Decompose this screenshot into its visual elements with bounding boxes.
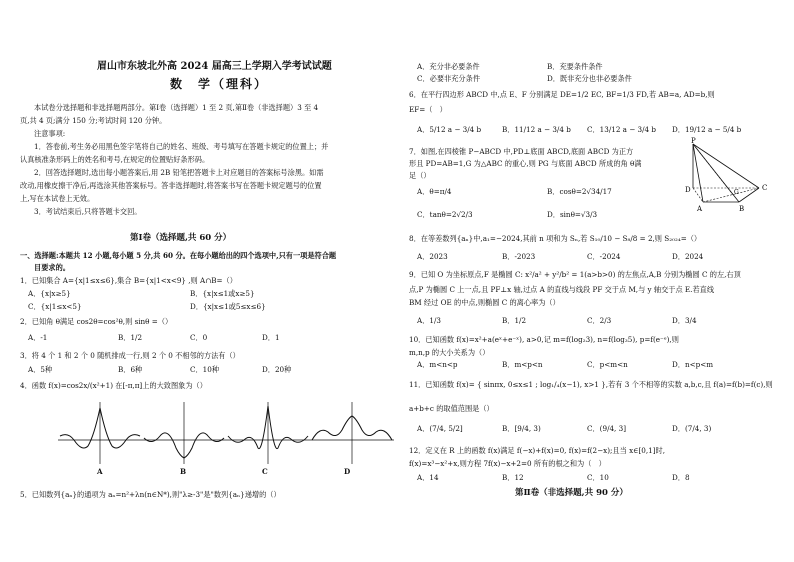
option-c: C．(9/4, 3] xyxy=(587,424,627,433)
option-c: C．0 xyxy=(190,333,208,342)
option-c: C．{x|1≤x<5} xyxy=(28,302,82,311)
option-b: B．充要条件条件 xyxy=(547,62,603,71)
exam-title: 眉山市东坡北外高 2024 届高三上学期入学考试试题 xyxy=(97,61,332,72)
question-1-stem: 1．已知集合 A={x|1≤x≤6},集合 B={x|1<x<9} ,则 A∩B=（） xyxy=(20,276,237,285)
option-b: B．cosθ=2√34/17 xyxy=(547,187,612,196)
option-d: D．n<p<m xyxy=(672,360,714,369)
option-c: C．13/12 a − 3/4 b xyxy=(587,125,657,134)
part1-heading: 第Ⅰ卷（选择题,共 60 分） xyxy=(130,233,232,243)
option-b: B．{x|x≤1或x≥5} xyxy=(190,289,255,298)
vertex-label: A xyxy=(697,205,703,213)
option-d: D．19/12 a − 5/4 b xyxy=(672,125,742,134)
option-a: A．-1 xyxy=(28,333,48,342)
graph-option-b xyxy=(142,396,226,472)
option-a: A．2023 xyxy=(417,252,448,261)
question-6-stem: 6．在平行四边形 ABCD 中,点 E、F 分别满足 DE=1/2 EC, BF=1/3 FD,若 AB=a, AD=b,则 xyxy=(409,90,715,99)
graph-label: B xyxy=(180,467,187,476)
question-5-stem: 5．已知数列{aₙ}的通项为 aₙ=n²+λn(n∈N*),则"λ≥-3"是"数列{aₙ}递增的（） xyxy=(20,490,281,499)
graph-option-a xyxy=(58,396,142,472)
question-10-stem: m,n,p 的大小关系为（） xyxy=(409,348,490,357)
graph-option-c xyxy=(226,396,310,472)
vertex-label: D xyxy=(685,186,691,194)
option-b: B．11/12 a − 3/4 b xyxy=(502,125,571,134)
vertex-label: C xyxy=(762,184,768,192)
option-c: C．10 xyxy=(587,473,609,482)
option-b: B．m<p<n xyxy=(502,360,543,369)
notes-heading: 注意事项: xyxy=(34,129,66,138)
question-9-stem: BM 经过 OE 的中点,则椭圆 C 的离心率为（） xyxy=(409,298,560,307)
question-3-stem: 3．将 4 个 1 和 2 个 0 随机排成一行,则 2 个 0 不相邻的方法有（） xyxy=(20,351,240,360)
graph-label: C xyxy=(262,467,268,476)
vertex-label: G xyxy=(734,189,739,196)
option-c: C．tanθ=2√2/3 xyxy=(417,210,473,219)
option-d: D．1 xyxy=(262,333,280,342)
part2-heading: 第Ⅱ卷（非选择题,共 90 分） xyxy=(515,488,628,498)
option-d: D．8 xyxy=(672,473,690,482)
option-a: A．充分非必要条件 xyxy=(417,62,480,71)
question-11-stem: a+b+c 的取值范围是（） xyxy=(409,404,494,413)
option-c: C．-2024 xyxy=(587,252,621,261)
question-9-stem: 9．已知 O 为坐标原点,F 是椭圆 C: x²/a² + y²/b² = 1(a>b>0) 的左焦点,A,B 分别为椭圆 C 的左,右顶 xyxy=(409,270,741,279)
section-instruction: 一、选择题:本题共 12 小题,每小题 5 分,共 60 分。在每小题给出的四个选项中,只有一项是符合题 xyxy=(20,251,337,260)
option-d: D．3/4 xyxy=(672,316,697,325)
option-b: B．12 xyxy=(502,473,524,482)
option-a: A．5/12 a − 3/4 b xyxy=(417,125,482,134)
option-c: C．必要非充分条件 xyxy=(417,74,481,83)
question-12-stem: 12．定义在 R 上的函数 f(x)满足 f(−x)+f(x)=0, f(x)=f(2−x);且当 x∈[0,1]时, xyxy=(409,446,665,455)
question-7-stem: 足（） xyxy=(409,171,431,180)
option-b: B．6种 xyxy=(118,365,143,374)
option-d: D．20种 xyxy=(262,365,292,374)
intro-line: 本试卷分选择题和非选择题两部分。第Ⅰ卷（选择题）1 至 2 页,第Ⅱ卷（非选择题）3 至 4 xyxy=(34,103,319,112)
option-b: B．-2023 xyxy=(502,252,536,261)
option-b: B．1/2 xyxy=(502,316,527,325)
question-7-stem: 形且 PD=AB=1,G 为△ABC 的重心,则 PG 与底面 ABCD 所成的角 θ满 xyxy=(409,159,642,168)
question-2-stem: 2．已知角 θ满足 cos2θ=cos²θ,则 sinθ =（） xyxy=(20,317,173,326)
pyramid-figure xyxy=(679,136,779,214)
option-d: D．既非充分也非必要条件 xyxy=(547,74,632,83)
vertex-label: B xyxy=(739,205,745,213)
note-line: 1．答卷前,考生务必用黑色签字笔将自己的姓名、班级、考号填写在答题卡规定的位置上；并 xyxy=(34,142,329,151)
section-instruction: 目要求的。 xyxy=(34,263,70,272)
note-line: 2．回答选择题时,选出每小题答案后,用 2B 铅笔把答题卡上对应题目的答案标号涂黑。如需 xyxy=(34,168,324,177)
question-6-stem: EF=（ ） xyxy=(409,105,447,114)
option-a: A．{x|x≥5} xyxy=(28,289,71,298)
option-a: A．1/3 xyxy=(417,316,441,325)
option-b: B．1/2 xyxy=(118,333,143,342)
graph-option-d xyxy=(310,396,394,472)
option-d: D．(7/4, 3) xyxy=(672,424,712,433)
option-a: A．14 xyxy=(417,473,439,482)
note-line: 认真核准条形码上的姓名和考号,在规定的位置贴好条形码。 xyxy=(20,155,210,164)
option-a: A．(7/4, 5/2] xyxy=(417,424,463,433)
right-column xyxy=(397,0,794,562)
option-c: C．10种 xyxy=(190,365,220,374)
question-4-stem: 4．函数 f(x)=cos2x/(x²+1) 在[-π,π]上的大致图象为（） xyxy=(20,381,207,390)
intro-line: 页,共 4 页;满分 150 分;考试时间 120 分钟。 xyxy=(20,116,167,125)
option-d: D．sinθ=√3/3 xyxy=(547,210,598,219)
option-b: B．[9/4, 3) xyxy=(502,424,541,433)
question-11-stem: 11．已知函数 f(x)= { sinπx, 0≤x≤1 ; log₁/₄(x−1), x>1 },若有 3 个不相等的实数 a,b,c,且 f(a)=f(b)=f(c),则 xyxy=(409,380,773,389)
question-9-stem: 点,P 为椭圆 C 上一点,且 PF⊥x 轴,过点 A 的直线与线段 PF 交于点 M,与 y 轴交于点 E.若直线 xyxy=(409,285,715,294)
graph-label: A xyxy=(97,467,103,476)
note-line: 改动,用橡皮擦干净后,再选涂其他答案标号。答非选择题时,将答案书写在答题卡规定题号的位置 xyxy=(20,181,322,190)
question-10-stem: 10．已知函数 f(x)=x²+a(eˣ+e⁻ˣ), a>0,记 m=f(log₂3), n=f(log₃5), p=f(e⁻ᵉ),则 xyxy=(409,335,679,344)
note-line: 3．考试结束后,只将答题卡交回。 xyxy=(34,207,142,216)
question-8-stem: 8．在等差数列{aₙ}中,a₁=−2024,其前 n 项和为 Sₙ,若 S₁₀/10 − S₈/8 = 2,则 S₂₀₂₄=（） xyxy=(409,234,702,243)
option-c: C．2/3 xyxy=(587,316,612,325)
subject-title: 数 学（理科） xyxy=(170,77,269,91)
option-a: A．m<n<p xyxy=(417,360,458,369)
option-d: D．2024 xyxy=(672,252,704,261)
option-d: D．{x|x≤1或5≤x≤6} xyxy=(190,302,266,311)
vertex-label: P xyxy=(691,137,696,145)
option-c: C．p<m<n xyxy=(587,360,628,369)
option-a: A．5种 xyxy=(28,365,53,374)
question-7-stem: 7．如图,在四棱锥 P−ABCD 中,PD⊥底面 ABCD,底面 ABCD 为正方 xyxy=(409,147,634,156)
graph-label: D xyxy=(344,467,351,476)
note-line: 上,写在本试卷上无效。 xyxy=(20,194,95,203)
question-12-stem: f(x)=x³−x²+x,则方程 7f(x)−x+2=0 所有的根之和为（ ） xyxy=(409,459,606,468)
option-a: A．θ=π/4 xyxy=(417,187,452,196)
